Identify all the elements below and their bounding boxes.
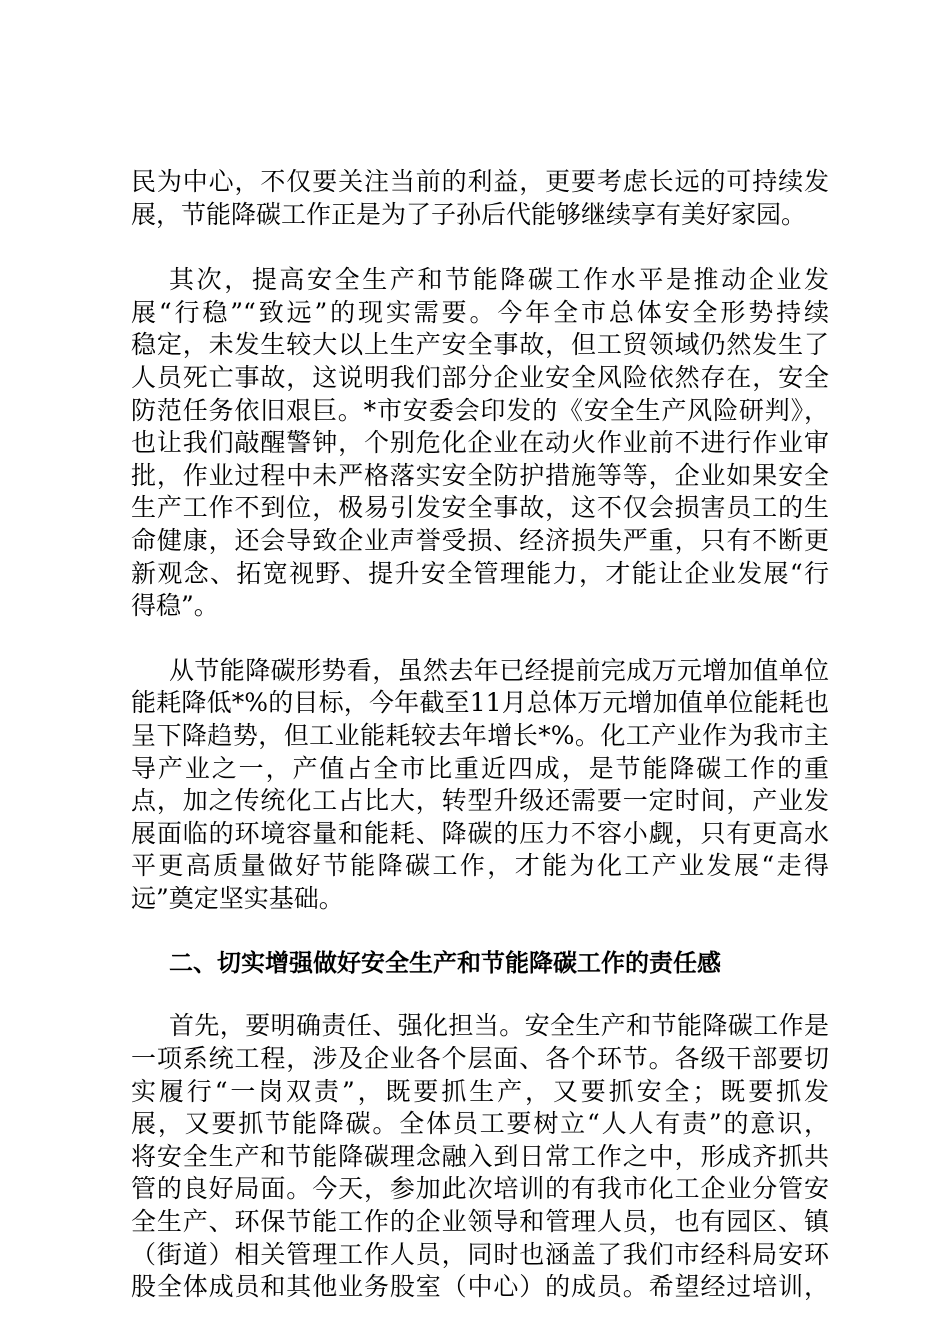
- text-line: 人员死亡事故，这说明我们部分企业安全风险依然存在，安全: [131, 362, 829, 392]
- text-line: 也让我们敲醒警钟，个别危化企业在动火作业前不进行作业审: [131, 428, 829, 458]
- text-line: 展“行稳”“致远”的现实需要。今年全市总体安全形势持续: [131, 297, 829, 327]
- text-line: 防范任务依旧艰巨。*市安委会印发的《安全生产风险研判》，: [131, 395, 829, 425]
- text-line: 实履行“一岗双责”，既要抓生产，又要抓安全；既要抓发: [131, 1076, 829, 1106]
- paragraph-safety-situation: [131, 264, 829, 623]
- text-line: 远”奠定坚实基础。: [131, 883, 344, 913]
- document-page: [131, 166, 829, 1304]
- text-line: 一项系统工程，涉及企业各个层面、各个环节。各级干部要切: [131, 1044, 829, 1074]
- text-line: 稳定，未发生较大以上生产安全事故，但工贸领域仍然发生了: [131, 330, 829, 360]
- text-line: 能耗降低*%的目标，今年截至11月总体万元增加值单位能耗也: [131, 688, 829, 718]
- text-line: 将安全生产和节能降碳理念融入到日常工作之中，形成齐抓共: [131, 1141, 829, 1171]
- text-line: 其次，提高安全生产和节能降碳工作水平是推动企业发: [169, 265, 829, 295]
- paragraph-energy-situation: [131, 655, 829, 916]
- text-line: 呈下降趋势，但工业能耗较去年增长*%。化工产业作为我市主: [131, 720, 829, 750]
- paragraph-people-centered: [131, 166, 829, 231]
- text-line: 点，加之传统化工占比大，转型升级还需要一定时间，产业发: [131, 786, 829, 816]
- text-line: 民为中心，不仅要关注当前的利益，更要考虑长远的可持续发: [131, 167, 829, 196]
- text-line: 展面临的环境容量和能耗、降碳的压力不容小觑，只有更高水: [131, 818, 829, 848]
- text-line: （街道）相关管理工作人员，同时也涵盖了我们市经科局安环: [131, 1239, 829, 1269]
- text-line: 命健康，还会导致企业声誉受损、经济损失严重，只有不断更: [131, 525, 829, 555]
- text-line: 股全体成员和其他业务股室（中心）的成员。希望经过培训，: [131, 1272, 829, 1302]
- text-line: 展，节能降碳工作正是为了子孙后代能够继续享有美好家园。: [131, 199, 807, 229]
- text-line: 从节能降碳形势看，虽然去年已经提前完成万元增加值单位: [169, 655, 829, 685]
- text-line: 全生产、环保节能工作的企业领导和管理人员，也有园区、镇: [131, 1207, 829, 1237]
- section-heading: 二、切实增强做好安全生产和节能降碳工作的责任感: [169, 949, 721, 978]
- text-line: 首先，要明确责任、强化担当。安全生产和节能降碳工作是: [169, 1011, 829, 1041]
- text-line: 导产业之一，产值占全市比重近四成，是节能降碳工作的重: [131, 753, 829, 783]
- text-line: 得稳”。: [131, 591, 219, 621]
- text-line: 管的良好局面。今天，参加此次培训的有我市化工企业分管安: [131, 1174, 829, 1204]
- text-line: 新观念、拓宽视野、提升安全管理能力，才能让企业发展“行: [131, 558, 829, 588]
- paragraph-responsibility: [131, 1010, 829, 1303]
- text-line: 平更高质量做好节能降碳工作，才能为化工产业发展“走得: [131, 851, 829, 881]
- text-line: 批，作业过程中未严格落实安全防护措施等等，企业如果安全: [131, 460, 829, 490]
- text-line: 展，又要抓节能降碳。全体员工要树立“人人有责”的意识，: [131, 1109, 829, 1139]
- text-line: 生产工作不到位，极易引发安全事故，这不仅会损害员工的生: [131, 493, 829, 523]
